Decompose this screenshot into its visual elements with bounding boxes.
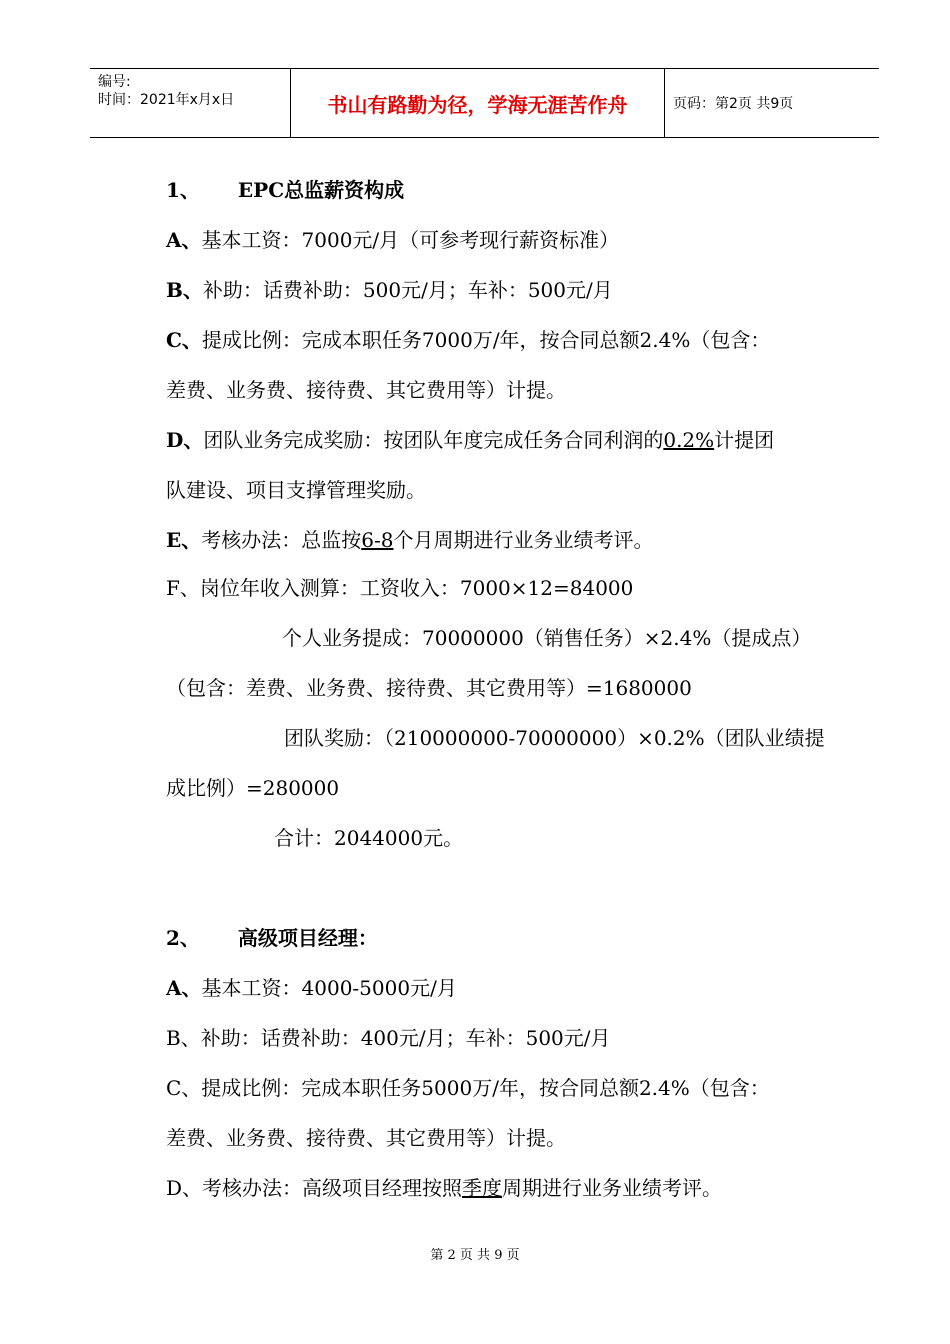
section2-title: 高级项目经理： xyxy=(237,926,378,950)
section1-item-c: C、提成比例：完成本职任务7000万/年，按合同总额2.4%（包含： xyxy=(166,328,771,352)
section1-title: EPC总监薪资构成 xyxy=(237,178,405,202)
header-page-label: 页码：第2页 共9页 xyxy=(673,96,794,112)
header-motto: 书山有路勤为径，学海无涯苦作舟 xyxy=(290,69,665,137)
section1-item-c-cont: 差费、业务费、接待费、其它费用等）计提。 xyxy=(166,378,566,402)
section1-item-b: B、补助：话费补助：500元/月；车补：500元/月 xyxy=(166,278,613,302)
page-header xyxy=(90,68,879,138)
section1-item-f: F、岗位年收入测算：工资收入：7000×12=84000 xyxy=(166,576,634,600)
section2-item-c-cont: 差费、业务费、接待费、其它费用等）计提。 xyxy=(166,1126,566,1150)
page-footer: 第 2 页 共 9 页 xyxy=(430,1248,520,1263)
section2-heading xyxy=(166,924,378,952)
section1-item-d-cont: 队建设、项目支撑管理奖励。 xyxy=(166,478,426,502)
section1-item-e: E、考核办法：总监按6-8个月周期进行业务业绩考评。 xyxy=(166,528,654,552)
section1-heading xyxy=(166,176,404,204)
section1-item-f-personal: 个人业务提成：70000000（销售任务）×2.4%（提成点） xyxy=(282,626,812,650)
section2-item-c: C、提成比例：完成本职任务5000万/年，按合同总额2.4%（包含： xyxy=(166,1076,770,1100)
section2-number: 2、 xyxy=(166,926,200,950)
section2-item-b: B、补助：话费补助：400元/月；车补：500元/月 xyxy=(166,1026,611,1050)
section1-item-f-team-cont: 成比例）=280000 xyxy=(166,776,340,800)
section1-item-d: D、团队业务完成奖励：按团队年度完成任务合同利润的0.2%计提团 xyxy=(166,428,775,452)
section2-item-a: A、基本工资：4000-5000元/月 xyxy=(166,976,457,1000)
section2-item-d: D、考核办法：高级项目经理按照季度周期进行业务业绩考评。 xyxy=(166,1176,723,1200)
section1-item-f-total: 合计：2044000元。 xyxy=(274,826,464,850)
header-meta xyxy=(90,69,290,137)
section1-item-a: A、基本工资：7000元/月（可参考现行薪资标准） xyxy=(166,228,620,252)
document-time-label: 时间：2021年x月x日 xyxy=(98,92,235,108)
section1-item-f-team: 团队奖励：（210000000-70000000）×0.2%（团队业绩提 xyxy=(284,726,825,750)
section1-number: 1、 xyxy=(166,178,200,202)
section1-item-f-personal-cont: （包含：差费、业务费、接待费、其它费用等）=1680000 xyxy=(166,676,692,700)
document-number-label: 编号: xyxy=(98,74,131,90)
